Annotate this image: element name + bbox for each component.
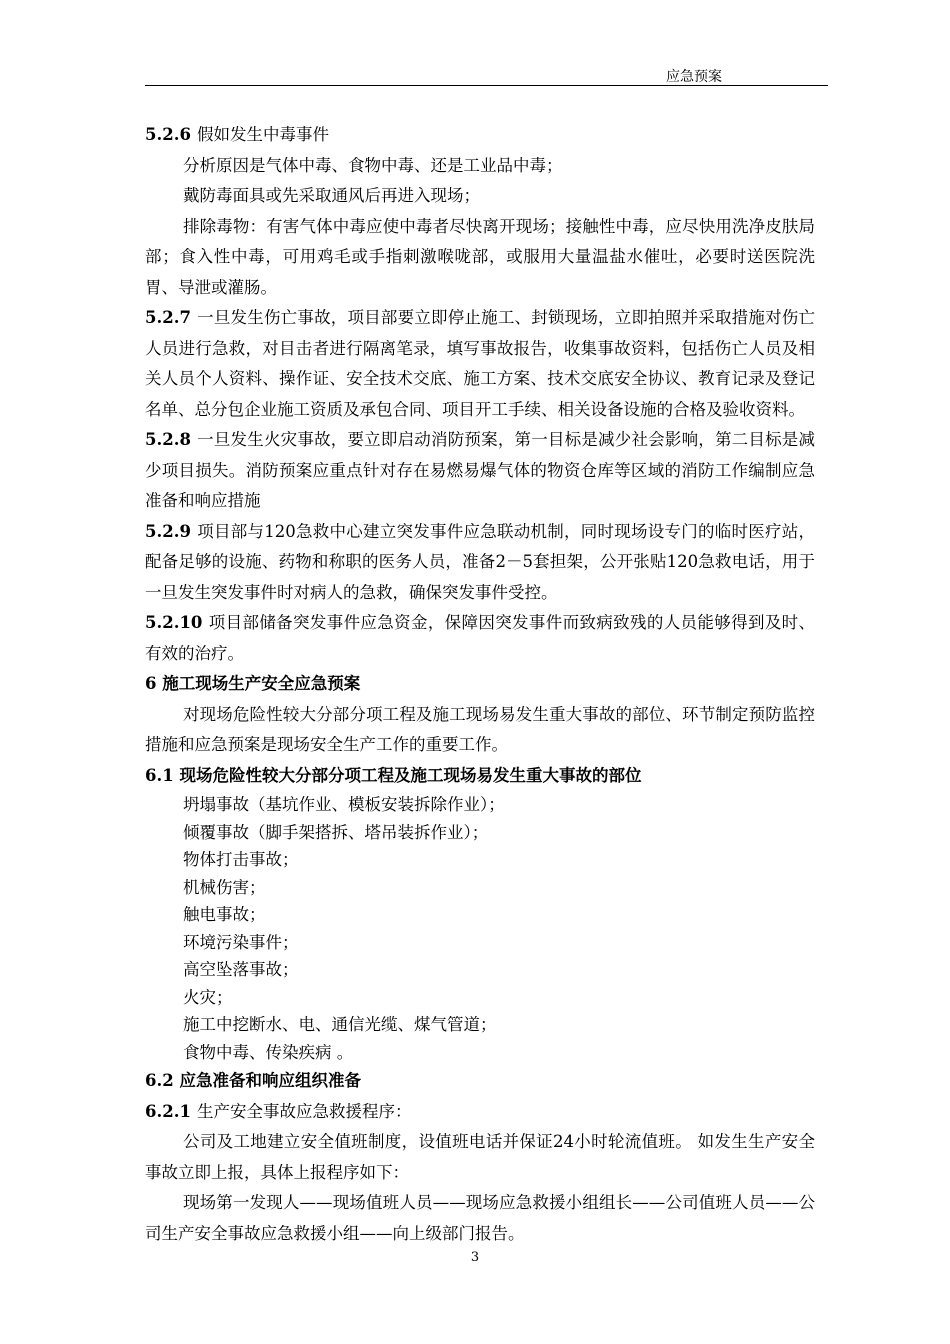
section-6-2-1-heading	[145, 1097, 815, 1128]
list-item: 坍塌事故（基坑作业、模板安装拆除作业）；	[183, 795, 505, 814]
section-number: 6.2.1	[145, 1101, 191, 1121]
section-5-2-7	[145, 303, 815, 425]
list-item: 机械伤害；	[183, 877, 266, 897]
list-item: 倾覆事故（脚手架搭拆、塔吊装拆作业）；	[183, 822, 489, 842]
paragraph: 排除毒物：有害气体中毒应使中毒者尽快离开现场；接触性中毒，应尽快用洗净皮肤局部；食入性中毒，可用鸡毛或手指刺激喉咙部，或服用大量温盐水催吐，必要时送医院洗胃、导泄或灌肠。	[145, 216, 815, 297]
list-item: 火灾；	[183, 987, 233, 1007]
section-5-2-6-heading	[145, 120, 815, 151]
section-title: 生产安全事故应急救援程序：	[196, 1101, 412, 1121]
paragraph: 现场第一发现人——现场值班人员——现场应急救援小组组长——公司值班人员——公司生产安全事故应急救援小组——向上级部门报告。	[145, 1193, 815, 1243]
list-item: 环境污染事件；	[183, 932, 299, 952]
list-item: 施工中挖断水、电、通信光缆、煤气管道；	[183, 1015, 497, 1034]
hazard-list	[145, 791, 815, 1066]
page-number: 3	[470, 1250, 480, 1265]
list-item: 物体打击事故；	[183, 850, 299, 869]
paragraph: 对现场危险性较大分部分项工程及施工现场易发生重大事故的部位、环节制定预防监控措施和应急预案是现场安全生产工作的重要工作。	[145, 704, 815, 754]
section-6-heading: 6 施工现场生产安全应急预案	[145, 674, 361, 693]
list-item: 触电事故；	[183, 905, 266, 924]
section-text: 项目部储备突发事件应急资金，保障因突发事件而致病致残的人员能够得到及时、有效的治疗。	[145, 613, 815, 663]
page-header-title: 应急预案	[666, 69, 722, 85]
section-number: 5.2.7	[145, 308, 191, 327]
section-5-2-8	[145, 425, 815, 517]
paragraph: 戴防毒面具或先采取通风后再进入现场；	[183, 186, 480, 205]
section-title: 假如发生中毒事件	[196, 125, 329, 144]
section-number: 5.2.6	[145, 125, 191, 144]
section-number: 5.2.9	[145, 521, 191, 541]
section-6-1-heading: 6.1 现场危险性较大分部分项工程及施工现场易发生重大事故的部位	[145, 765, 642, 785]
section-text: 一旦发生火灾事故，要立即启动消防预案，第一目标是减少社会影响，第二目标是减少项目损失。消防预案应重点针对存在易燃易爆气体的物资仓库等区域的消防工作编制应急准备和响应措施	[145, 430, 815, 510]
section-text: 一旦发生伤亡事故，项目部要立即停止施工、封锁现场，立即拍照并采取措施对伤亡人员进行急救，对目击者进行隔离笔录，填写事故报告，收集事故资料，包括伤亡人员及相关人员个人资料、操作证、安全技术交底、施工方案、技术交底安全协议、教育记录及登记名单、总分包企业施工资质及承包合同、项目开工手续、相关设备设施的合格及验收资料。	[145, 308, 815, 419]
section-5-2-9	[145, 517, 815, 609]
section-number: 5.2.8	[145, 430, 191, 449]
list-item: 高空坠落事故；	[183, 960, 299, 979]
section-number: 5.2.10	[145, 613, 203, 632]
section-6-2-heading: 6.2 应急准备和响应组织准备	[145, 1071, 361, 1090]
paragraph: 公司及工地建立安全值班制度，设值班电话并保证24小时轮流值班。 如发生生产安全事故立即上报，具体上报程序如下：	[145, 1132, 815, 1182]
section-5-2-10	[145, 608, 815, 669]
section-text: 项目部与120急救中心建立突发事件应急联动机制，同时现场设专门的临时医疗站，配备足够的设施、药物和称职的医务人员，准备2－5套担架，公开张贴120急救电话，用于一旦发生突发事件时对病人的急救，确保突发事件受控。	[145, 521, 815, 602]
header-rule	[145, 85, 828, 86]
list-item: 食物中毒、传染疾病 。	[183, 1042, 354, 1062]
document-body	[145, 120, 815, 1249]
paragraph: 分析原因是气体中毒、食物中毒、还是工业品中毒；	[183, 155, 563, 175]
